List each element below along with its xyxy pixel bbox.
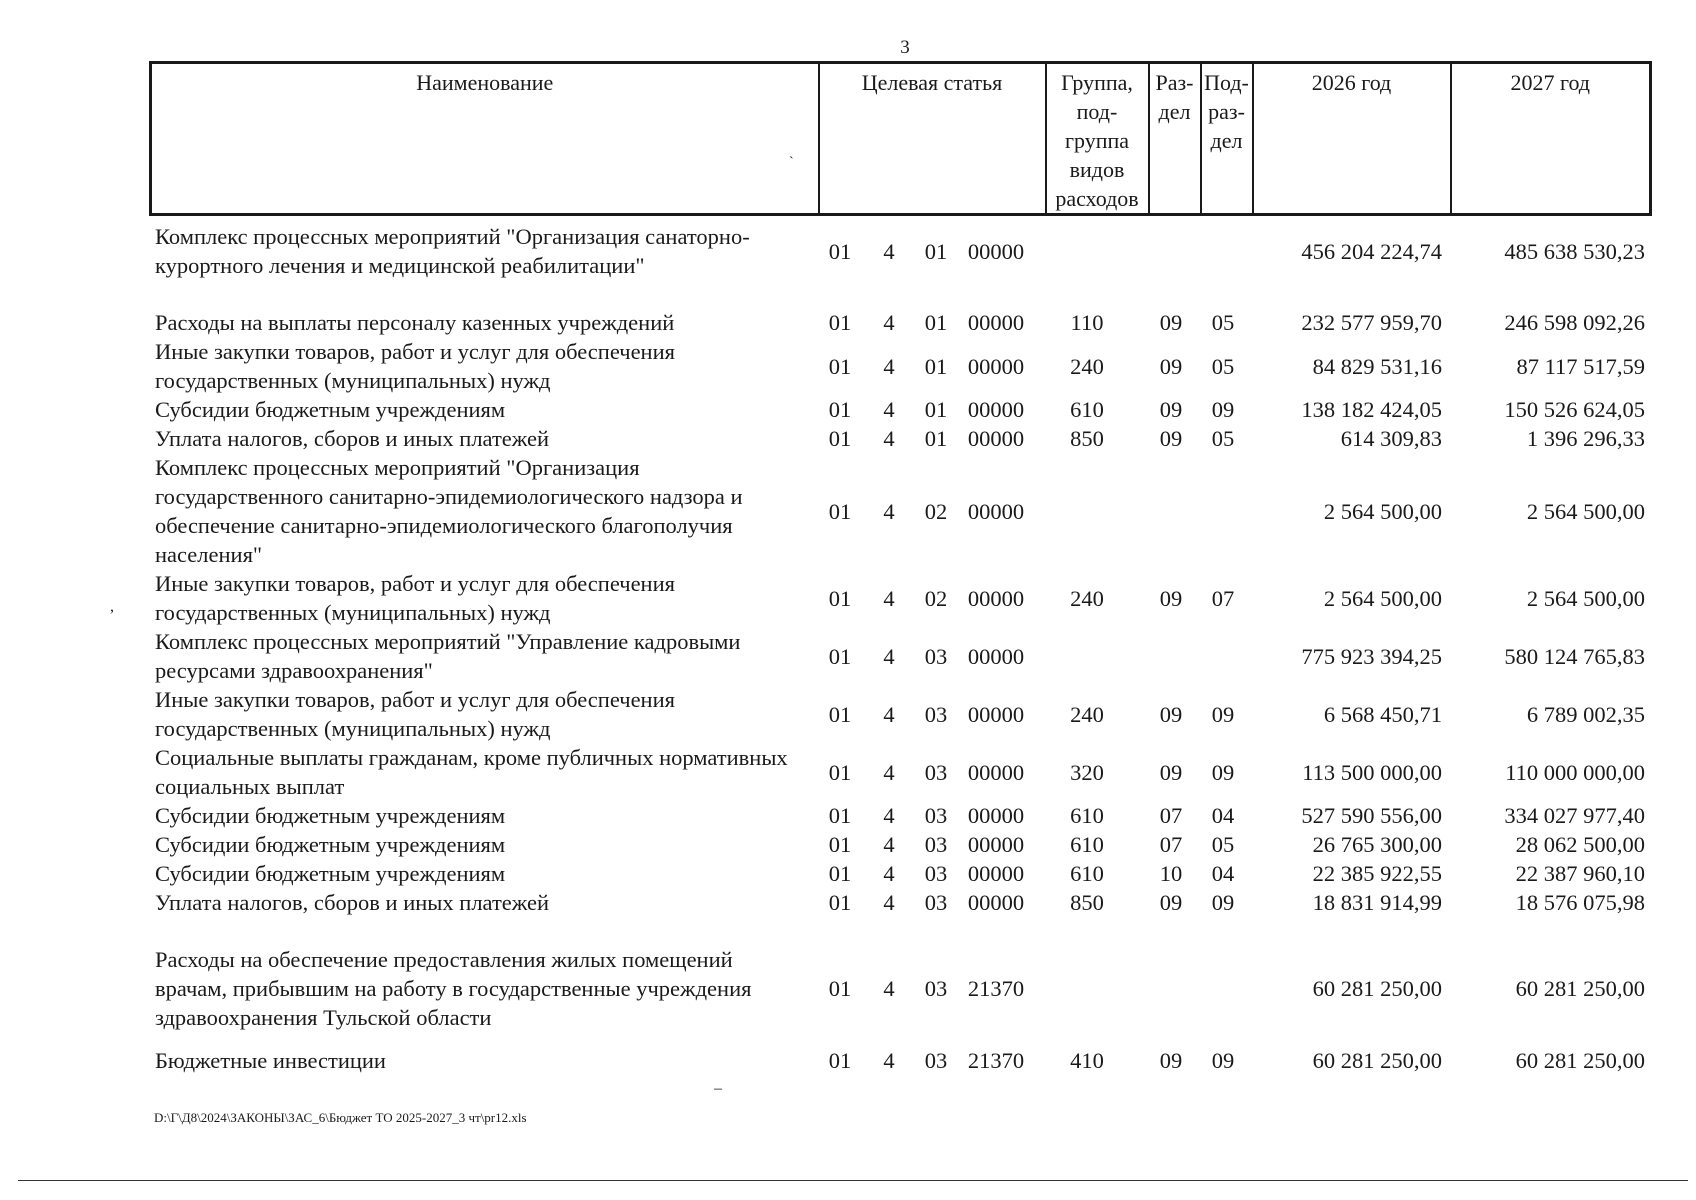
amount-2027: 1 396 296,33 <box>1526 426 1645 451</box>
table-row <box>149 424 1649 453</box>
row-name: Субсидии бюджетным учреждениям <box>155 861 506 886</box>
table-row <box>149 931 1649 1032</box>
amount-2026: 60 281 250,00 <box>1312 1048 1442 1073</box>
code-direction: 00000 <box>967 701 1025 727</box>
table-row <box>149 743 1649 801</box>
amount-2026: 232 577 959,70 <box>1301 310 1442 335</box>
code-program: 01 <box>828 238 852 264</box>
header-year-2027: 2027 год <box>1451 63 1651 215</box>
code-section: 07 <box>1159 832 1183 857</box>
code-direction: 00000 <box>967 397 1025 422</box>
amount-2026: 614 309,83 <box>1340 426 1442 451</box>
amount-2026: 2 564 500,00 <box>1323 498 1442 524</box>
amount-2026: 113 500 000,00 <box>1302 759 1442 785</box>
code-section: 09 <box>1159 353 1183 379</box>
code-direction: 00000 <box>967 890 1025 915</box>
bottom-rule <box>18 1180 1688 1181</box>
code-program: 01 <box>828 397 852 422</box>
header-name: Наименование <box>151 63 819 215</box>
amount-2026: 138 182 424,05 <box>1301 397 1442 422</box>
code-type: 4 <box>883 890 895 915</box>
row-name: Иные закупки товаров, работ и услуг для обеспечения государственных (муниципальных) нужд <box>155 571 675 625</box>
table-body <box>149 222 1649 1075</box>
code-type: 4 <box>883 1048 895 1073</box>
code-subprogram: 02 <box>924 498 948 524</box>
table-header <box>149 61 1652 216</box>
code-subsection: 05 <box>1211 310 1235 335</box>
amount-2027: 110 000 000,00 <box>1505 759 1645 785</box>
code-program: 01 <box>828 310 852 335</box>
code-subsection <box>1200 931 1246 1032</box>
table-row <box>149 685 1649 743</box>
amount-2027: 60 281 250,00 <box>1515 976 1645 1001</box>
code-subsection: 09 <box>1211 397 1235 422</box>
code-direction: 00000 <box>967 759 1025 785</box>
code-subprogram: 03 <box>924 832 948 857</box>
page-number: 3 <box>900 37 910 58</box>
code-subprogram: 03 <box>924 890 948 915</box>
row-name: Комплекс процессных мероприятий "Организация санаторно-курортного лечения и медицинской реабилитации" <box>155 224 750 278</box>
code-direction: 00000 <box>967 832 1025 857</box>
amount-2026: 456 204 224,74 <box>1301 238 1442 264</box>
code-subsection: 05 <box>1211 353 1235 379</box>
code-subprogram: 01 <box>924 426 948 451</box>
code-subprogram: 01 <box>924 310 948 335</box>
code-group <box>1032 627 1142 685</box>
table-row <box>149 453 1649 569</box>
code-type: 4 <box>883 238 895 264</box>
amount-2026: 527 590 556,00 <box>1301 803 1442 828</box>
code-program: 01 <box>828 498 852 524</box>
code-direction: 00000 <box>967 585 1025 611</box>
code-program: 01 <box>828 701 852 727</box>
table-row <box>149 569 1649 627</box>
code-section: 09 <box>1159 397 1183 422</box>
code-direction: 00000 <box>967 310 1025 335</box>
amount-2027: 246 598 092,26 <box>1504 310 1645 335</box>
code-section: 09 <box>1159 701 1183 727</box>
amount-2027: 87 117 517,59 <box>1516 353 1645 379</box>
table-row <box>149 627 1649 685</box>
header-subsection: Под- раз- дел <box>1201 63 1253 215</box>
code-type: 4 <box>883 426 895 451</box>
row-name: Расходы на обеспечение предоставления жилых помещений врачам, прибывшим на работу в государственные учреждения здравоохранения Тульской области <box>155 947 752 1030</box>
code-type: 4 <box>883 803 895 828</box>
amount-2027: 580 124 765,83 <box>1504 643 1645 669</box>
amount-2026: 60 281 250,00 <box>1312 976 1442 1001</box>
code-subprogram: 03 <box>924 759 948 785</box>
amount-2026: 775 923 394,25 <box>1301 643 1442 669</box>
code-section <box>1142 931 1200 1032</box>
amount-2026: 6 568 450,71 <box>1323 701 1442 727</box>
table-row <box>149 801 1649 830</box>
code-subsection <box>1200 222 1246 294</box>
amount-2026: 2 564 500,00 <box>1323 585 1442 611</box>
header-tick-mark: ` <box>789 155 794 170</box>
code-program: 01 <box>828 759 852 785</box>
stray-mark: ‒ <box>714 1080 722 1097</box>
code-group: 320 <box>1070 759 1104 785</box>
amount-2026: 18 831 914,99 <box>1312 890 1442 915</box>
code-direction: 00000 <box>967 643 1025 669</box>
code-program: 01 <box>828 643 852 669</box>
code-group: 850 <box>1070 426 1104 451</box>
header-year-2026: 2026 год <box>1253 63 1451 215</box>
code-program: 01 <box>828 861 852 886</box>
row-name: Уплата налогов, сборов и иных платежей <box>155 426 550 451</box>
code-subsection: 04 <box>1211 803 1235 828</box>
code-subsection <box>1200 453 1246 569</box>
code-subprogram: 03 <box>924 701 948 727</box>
row-name: Бюджетные инвестиции <box>155 1048 386 1073</box>
code-subprogram: 03 <box>924 1048 948 1073</box>
code-subsection: 05 <box>1211 426 1235 451</box>
code-program: 01 <box>828 585 852 611</box>
code-subprogram: 03 <box>924 861 948 886</box>
header-section: Раз- дел <box>1149 63 1201 215</box>
row-name: Иные закупки товаров, работ и услуг для обеспечения государственных (муниципальных) нужд <box>155 687 675 741</box>
code-program: 01 <box>828 1048 852 1073</box>
code-program: 01 <box>828 803 852 828</box>
amount-2027: 2 564 500,00 <box>1526 498 1645 524</box>
stray-mark: , <box>110 598 114 615</box>
code-type: 4 <box>883 759 895 785</box>
table-row <box>149 888 1649 931</box>
code-type: 4 <box>883 498 895 524</box>
amount-2027: 28 062 500,00 <box>1515 832 1645 857</box>
code-group: 610 <box>1070 832 1104 857</box>
code-group: 110 <box>1070 310 1104 335</box>
code-subprogram: 01 <box>924 238 948 264</box>
code-group: 850 <box>1070 890 1104 915</box>
code-program: 01 <box>828 832 852 857</box>
code-subsection: 09 <box>1211 759 1235 785</box>
code-type: 4 <box>883 832 895 857</box>
code-program: 01 <box>828 353 852 379</box>
code-type: 4 <box>883 976 895 1001</box>
code-program: 01 <box>828 890 852 915</box>
table-row <box>149 1032 1649 1075</box>
table-row <box>149 222 1649 294</box>
code-type: 4 <box>883 861 895 886</box>
code-direction: 21370 <box>967 1048 1025 1073</box>
code-section <box>1142 222 1200 294</box>
amount-2026: 22 385 922,55 <box>1312 861 1442 886</box>
table-row <box>149 395 1649 424</box>
row-name: Субсидии бюджетным учреждениям <box>155 397 506 422</box>
code-direction: 00000 <box>967 861 1025 886</box>
code-subsection: 04 <box>1211 861 1235 886</box>
amount-2026: 84 829 531,16 <box>1312 353 1442 379</box>
row-name: Субсидии бюджетным учреждениям <box>155 803 506 828</box>
code-section <box>1142 627 1200 685</box>
row-name: Комплекс процессных мероприятий "Управление кадровыми ресурсами здравоохранения" <box>155 629 741 683</box>
code-type: 4 <box>883 701 895 727</box>
code-type: 4 <box>883 353 895 379</box>
header-group: Группа, под- группа видов расходов <box>1046 63 1149 215</box>
code-group: 610 <box>1070 803 1104 828</box>
code-group: 410 <box>1070 1048 1104 1073</box>
row-name: Социальные выплаты гражданам, кроме публичных нормативных социальных выплат <box>155 745 788 799</box>
code-section: 09 <box>1159 1048 1183 1073</box>
table-row <box>149 337 1649 395</box>
code-program: 01 <box>828 976 852 1001</box>
code-direction: 00000 <box>967 426 1025 451</box>
code-section: 09 <box>1159 310 1183 335</box>
code-section: 09 <box>1159 890 1183 915</box>
code-subsection: 09 <box>1211 701 1235 727</box>
amount-2027: 18 576 075,98 <box>1515 890 1645 915</box>
row-name: Иные закупки товаров, работ и услуг для обеспечения государственных (муниципальных) нужд <box>155 339 675 393</box>
code-section: 09 <box>1159 585 1183 611</box>
table-row <box>149 830 1649 859</box>
code-subsection: 09 <box>1211 890 1235 915</box>
code-group <box>1032 222 1142 294</box>
row-name: Комплекс процессных мероприятий "Организация государственного санитарно-эпидемиологического надзора и обеспечение санитарно-эпидемиологического благополучия населения" <box>155 455 743 567</box>
code-subprogram: 02 <box>924 585 948 611</box>
code-group: 610 <box>1070 861 1104 886</box>
amount-2027: 485 638 530,23 <box>1504 238 1645 264</box>
code-subprogram: 01 <box>924 353 948 379</box>
amount-2027: 2 564 500,00 <box>1526 585 1645 611</box>
table-row <box>149 294 1649 337</box>
amount-2027: 6 789 002,35 <box>1526 701 1645 727</box>
code-group: 240 <box>1070 353 1104 379</box>
row-name: Расходы на выплаты персоналу казенных учреждений <box>155 310 675 335</box>
code-direction: 00000 <box>967 238 1025 264</box>
code-section: 09 <box>1159 426 1183 451</box>
budget-table <box>149 222 1649 1075</box>
file-path: D:\Г\Д8\2024\ЗАКОНЫ\ЗАС_6\Бюджет ТО 2025-2027_3 чт\pr12.xls <box>154 1110 527 1125</box>
row-name: Субсидии бюджетным учреждениям <box>155 832 506 857</box>
code-type: 4 <box>883 643 895 669</box>
code-direction: 21370 <box>967 976 1025 1001</box>
code-subsection: 07 <box>1211 585 1235 611</box>
code-direction: 00000 <box>967 803 1025 828</box>
code-subsection: 09 <box>1211 1048 1235 1073</box>
code-group: 240 <box>1070 701 1104 727</box>
code-type: 4 <box>883 397 895 422</box>
code-group <box>1032 931 1142 1032</box>
amount-2027: 22 387 960,10 <box>1515 861 1645 886</box>
amount-2027: 334 027 977,40 <box>1504 803 1645 828</box>
code-direction: 00000 <box>967 353 1025 379</box>
code-subsection: 05 <box>1211 832 1235 857</box>
code-type: 4 <box>883 310 895 335</box>
code-program: 01 <box>828 426 852 451</box>
code-subprogram: 03 <box>924 803 948 828</box>
code-type: 4 <box>883 585 895 611</box>
row-name: Уплата налогов, сборов и иных платежей <box>155 890 550 915</box>
code-subprogram: 03 <box>924 643 948 669</box>
code-direction: 00000 <box>967 498 1025 524</box>
code-group: 610 <box>1070 397 1104 422</box>
amount-2026: 26 765 300,00 <box>1312 832 1442 857</box>
code-group: 240 <box>1070 585 1104 611</box>
table-row <box>149 859 1649 888</box>
header-target-article: Целевая статья <box>819 63 1046 215</box>
code-section <box>1142 453 1200 569</box>
code-subsection <box>1200 627 1246 685</box>
amount-2027: 60 281 250,00 <box>1515 1048 1645 1073</box>
code-subprogram: 01 <box>924 397 948 422</box>
amount-2027: 150 526 624,05 <box>1504 397 1645 422</box>
code-section: 10 <box>1159 861 1183 886</box>
code-section: 09 <box>1159 759 1183 785</box>
code-section: 07 <box>1159 803 1183 828</box>
code-group <box>1032 453 1142 569</box>
code-subprogram: 03 <box>924 976 948 1001</box>
